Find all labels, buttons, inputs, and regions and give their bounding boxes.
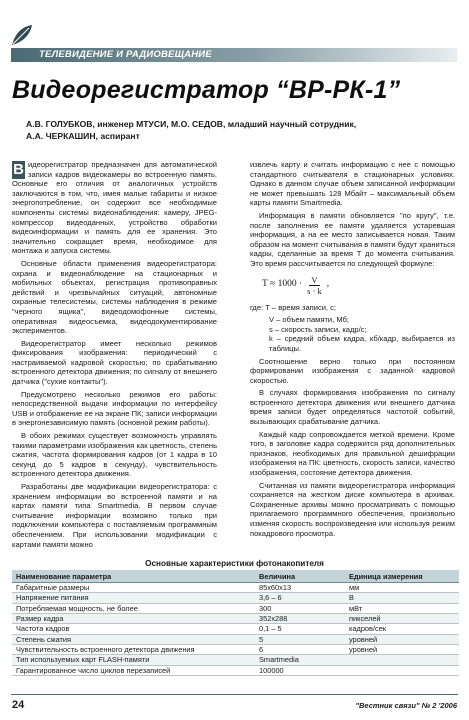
page-number: 24	[12, 699, 25, 711]
table-cell: 0,1 – 5	[255, 624, 345, 634]
formula-lhs: T ≈ 1000 ·	[262, 279, 303, 290]
table-cell: кадров/сек	[345, 624, 459, 634]
footer-divider	[11, 694, 458, 695]
leaf-logo-icon	[9, 22, 35, 48]
formula-def-k: k – средний объем кадра, кб/кадр, выбирается из таблицы.	[269, 334, 455, 353]
table-cell: 3,6 – 6	[255, 593, 345, 603]
table-row	[12, 655, 459, 665]
header-value: Величина	[255, 570, 345, 583]
drop-cap: В	[13, 161, 24, 178]
table-cell: Габаритные размеры	[12, 583, 255, 593]
table-row	[12, 603, 459, 613]
table-cell: Напряжение питания	[12, 593, 255, 603]
table-cell: 5	[255, 634, 345, 644]
paragraph: Информация в памяти обновляется "по кругу", т.е. после заполнения ее памяти удаляется устаревшая информация, а на ее место записывается новая. Таким образом на момент считывания в памяти будут храниться кадры, сделанные за время Т до момента считывания. Это время рассчитывается по следующей формуле:	[250, 210, 455, 268]
table-row	[12, 665, 459, 675]
table-cell: Гарантированное число циклов перезаписей	[12, 665, 255, 675]
header-unit: Единица измерения	[345, 570, 459, 583]
formula-where: где: Т – время записи, с;	[250, 302, 336, 312]
table-cell: Степень сжатия	[12, 634, 255, 644]
table-cell: 300	[255, 603, 345, 613]
journal-name: "Вестник связи" № 2 '2006	[355, 701, 457, 710]
table-cell: 85х60х13	[255, 583, 345, 593]
table-title: Основные характеристики фотонакопителя	[145, 559, 324, 568]
table-cell: уровней	[345, 645, 459, 655]
specifications-table	[12, 570, 459, 676]
left-column	[12, 160, 217, 552]
recording-time-formula	[262, 275, 455, 296]
table-row	[12, 614, 459, 624]
table-cell: В	[345, 593, 459, 603]
table-row	[12, 593, 459, 603]
paragraph: В идеорегистратор предназначен для автоматической записи кадров видеокамеры во встроенную память. Основные его отличия от аналогичных устройств заключаются в том, что, имея малые габариты и низкое энергопотребление, он содержит все необходимые компоненты системы видеонаблюдения: камеру, JPEG-компрессор видеоданных, устройство обработки видеоинформации и память для ее хранения. Это значительно сокращает время, необходимое для монтажа и запуска системы.	[12, 160, 217, 256]
paragraph: Видеорегистратор имеет несколько режимов фиксирования изображения: периодический с настраиваемой кадровой скоростью; по срабатыванию встроенного детектора движения; по сигналу от внешнего датчика ("сухие контакты").	[12, 338, 217, 387]
table-cell: 352х288	[255, 614, 345, 624]
table-cell: пикселей	[345, 614, 459, 624]
formula-comma: ,	[326, 279, 330, 290]
authors-line-1: А.В. ГОЛУБКОВ, инженер МТУСИ, М.О. СЕДОВ, младший научный сотрудник,	[26, 119, 357, 129]
table-header-row	[12, 570, 459, 583]
table-cell: 6	[255, 645, 345, 655]
table-row	[12, 624, 459, 634]
paragraph: Предусмотрено несколько режимов его работы: непосредственной выдачи информации по интерфейсу USB и отображение ее на экране ПК; записи информации в энергонезависимую память (основной режим работы).	[12, 389, 217, 428]
table-row	[12, 634, 459, 644]
table-cell: Тип используемых карт FLASH-памяти	[12, 655, 255, 665]
paragraph: Каждый кадр сопровождается меткой времени. Кроме того, в заголовке кадра содержится ряд дополнительных признаков, необходимых для правильной дешифрации изображения на ПК: цветность, скорость записи, качество изображения, состояние детектора движения.	[250, 429, 455, 478]
formula-numerator: V	[311, 274, 318, 285]
header-parameter: Наименование параметра	[12, 570, 255, 583]
authors-line-2: А.А. ЧЕРКАШИН, аспирант	[26, 131, 140, 141]
section-header-bar	[11, 48, 457, 62]
table-cell: Размер кадра	[12, 614, 255, 624]
article-authors	[26, 118, 456, 142]
table-cell	[345, 665, 459, 675]
table-cell: Частота кадров	[12, 624, 255, 634]
table-cell: уровней	[345, 634, 459, 644]
table-cell: Потребляемая мощность, не более	[12, 603, 255, 613]
paragraph: В случаях формирования изображения по сигналу встроенного детектора движения или внешнего датчика время записи будет определяться частотой событий, вызывающих срабатывание датчика.	[250, 388, 455, 427]
paragraph: В обоих режимах существует возможность управлять такими параметрами изображения как цветность, степень сжатия, частота формирования кадров (от 1 кадра в 10 секунд до 5 кадров в секунду), чувствительность встроенного детектора движения.	[12, 431, 217, 479]
formula-fraction	[305, 275, 324, 296]
article-title: Видеорегистратор “ВР-РК-1”	[12, 76, 401, 104]
table-cell: Smartmedia	[255, 655, 345, 665]
section-label: ТЕЛЕВИДЕНИЕ И РАДИОВЕЩАНИЕ	[39, 49, 212, 60]
formula-def-v: V – объем памяти, Мб;	[269, 315, 350, 325]
formula-def-s: s – скорость записи, кадр/с;	[269, 324, 367, 334]
table-cell: мВт	[345, 603, 459, 613]
paragraph: извлечь карту и считать информацию с нее с помощью стандартного считывателя в стационарных условиях. Однако в данном случае объем записанной информации не может превышать 128 Мбайт – максимальный объем карты памяти Smartmedia.	[250, 160, 455, 208]
table-cell: Чувствительность встроенного детектора движения	[12, 645, 255, 655]
table-cell	[345, 655, 459, 665]
paragraph: Основные области применения видеорегистратора: охрана и видеонаблюдение на стационарных и мобильных объектах, регистрация противоправных действий и чрезвычайных ситуаций, автономные охранные телесистемы, системы наблюдения в режиме "черного ящика", видеодомофонные системы, оперативная видеосъемка, видеодокументирование экспериментов.	[12, 258, 217, 336]
table-cell: 100000	[255, 665, 345, 675]
table-row	[12, 583, 459, 593]
table-row	[12, 645, 459, 655]
paragraph: Соотношение верно только при постоянном формировании изображения с заданной кадровой скоростью.	[250, 356, 455, 385]
right-column	[250, 160, 455, 541]
paragraph: Считанная из памяти видеорегистратора информация сохраняется на жестком диске компьютера в архивах. Сохраненные архивы можно просматривать с помощью прилагаемого программного обеспечения, произвольно изменяя скорость воспроизведения или используя режим покадрового просмотра.	[250, 480, 455, 538]
paragraph: Разработаны две модификации видеорегистратора: с хранением информации во встроенной памяти и на картах памяти типа Smartmedia. В первом случае считывание информации возможно только при подключении компьютера с поставляемым программным обеспечением. При использовании модификации с картами памяти можно	[12, 482, 217, 549]
formula-denominator: s · k	[307, 285, 322, 296]
table-cell: мм	[345, 583, 459, 593]
